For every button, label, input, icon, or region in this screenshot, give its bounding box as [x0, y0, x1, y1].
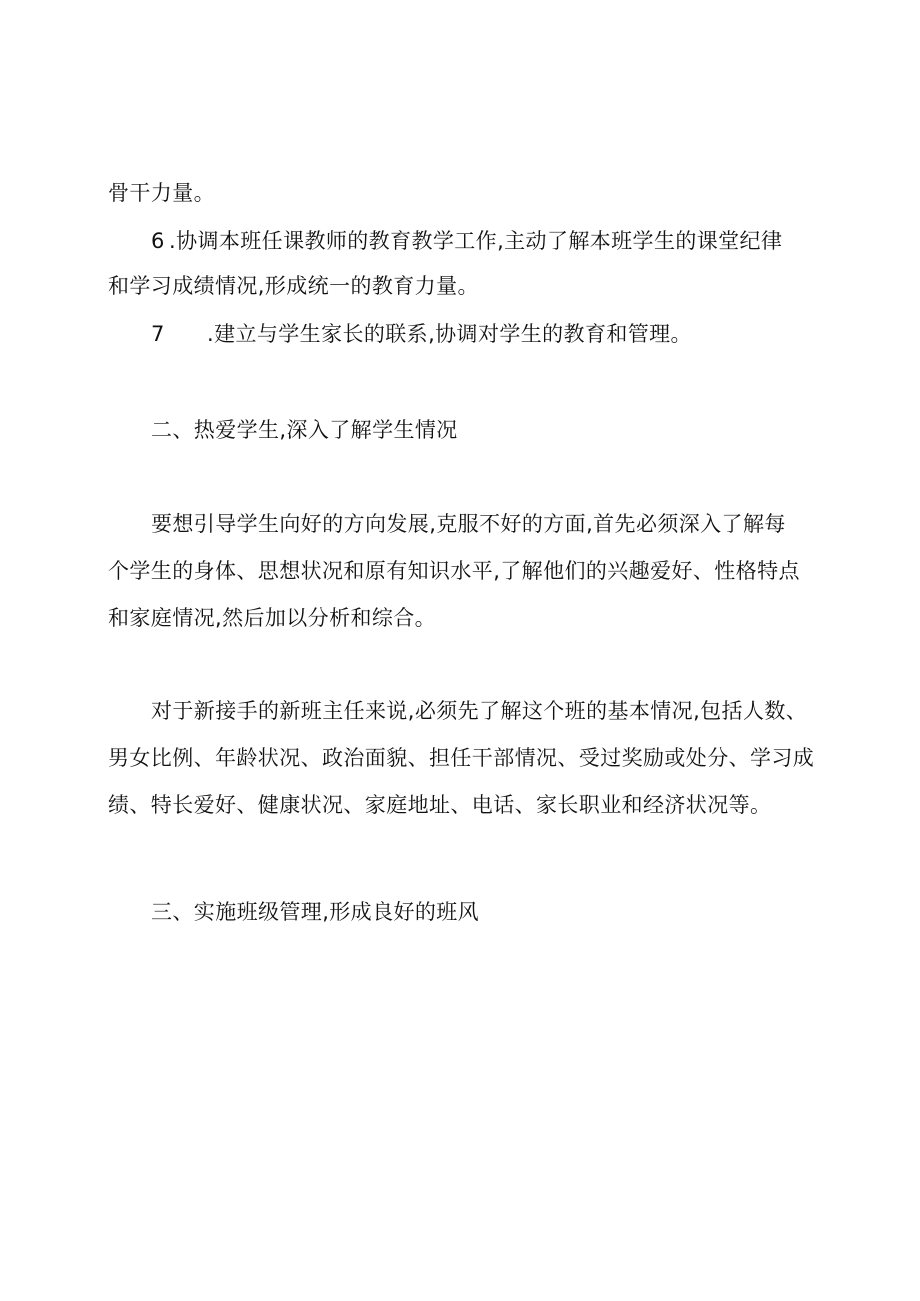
text-line-6: 绩、特长爱好、健康状况、家庭地址、电话、家长职业和经济状况等。	[108, 793, 772, 817]
paragraph-1-first-line: 要想引导学生向好的方向发展,克服不好的方面,首先必须深入了解每	[151, 512, 786, 536]
section-heading-2: 二、热爱学生,深入了解学生情况	[151, 418, 458, 442]
paragraph-2-first-line: 对于新接手的新班主任来说,必须先了解这个班的基本情况,包括人数、	[151, 699, 808, 723]
text-line-3: 个学生的身体、思想状况和原有知识水平,了解他们的兴趣爱好、性格特点	[108, 559, 800, 583]
list-text-7: .建立与学生家长的联系,协调对学生的教育和管理。	[207, 322, 692, 346]
list-text-6: .协调本班任课教师的教育教学工作,主动了解本班学生的课堂纪律	[169, 229, 783, 253]
text-line-5: 男女比例、年龄状况、政治面貌、担任干部情况、受过奖励或处分、学习成	[108, 746, 815, 770]
text-line-1: 骨干力量。	[108, 181, 215, 205]
text-line-2: 和学习成绩情况,形成统一的教育力量。	[108, 274, 479, 298]
section-heading-3: 三、实施班级管理,形成良好的班风	[151, 900, 480, 924]
list-item-7	[151, 322, 692, 346]
list-number-6: 6	[151, 229, 165, 253]
text-line-4: 和家庭情况,然后加以分析和综合。	[108, 606, 437, 630]
list-item-6	[151, 229, 782, 253]
list-number-7: 7	[151, 322, 165, 346]
